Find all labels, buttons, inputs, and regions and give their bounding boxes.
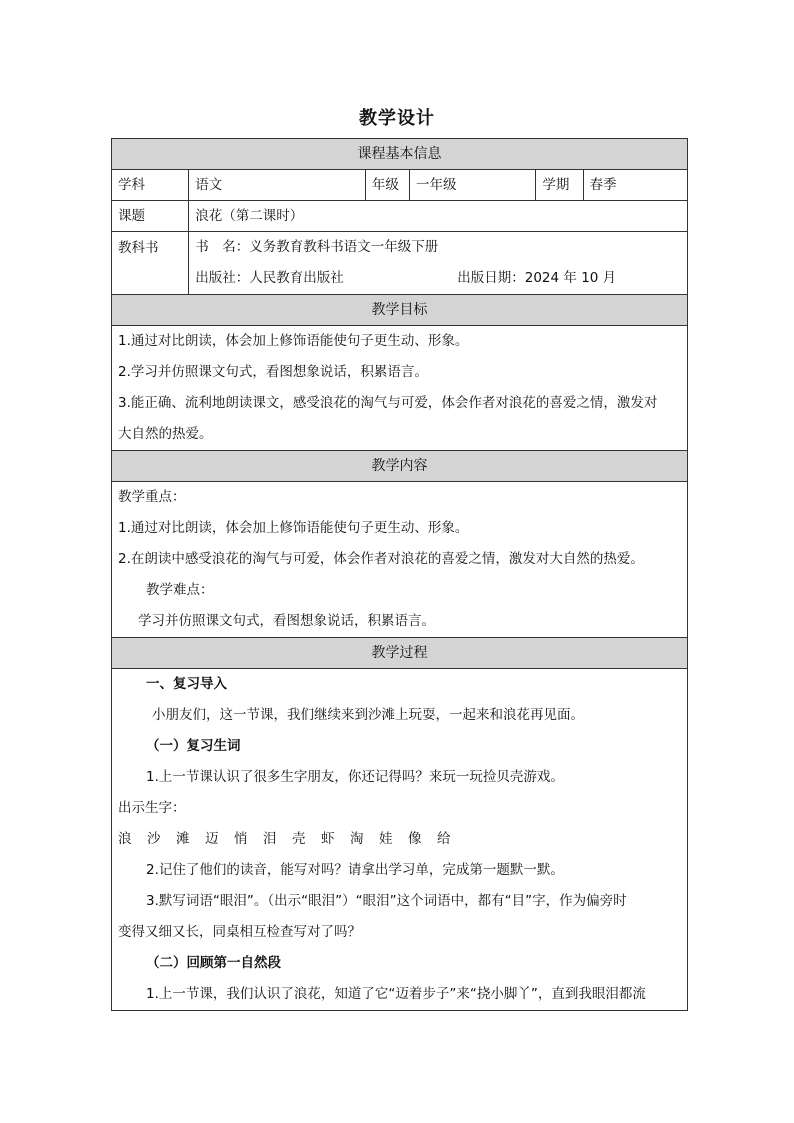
char-item: 虾 <box>321 831 335 848</box>
publisher-row <box>195 263 681 294</box>
grade-label: 年级 <box>365 170 409 201</box>
heading-review: 一、复习导入 <box>146 676 227 693</box>
section-basic-info: 课程基本信息 <box>112 139 688 170</box>
char-item: 沙 <box>147 831 161 848</box>
char-item: 像 <box>408 831 422 848</box>
process-paragraph: 1.上一节课认识了很多生字朋友，你还记得吗？来玩一玩捡贝壳游戏。 <box>146 769 564 786</box>
char-item: 壳 <box>292 831 306 848</box>
book-name: 书 名：义务教育教科书语文一年级下册 <box>195 239 439 256</box>
publisher: 出版社：人民教育出版社 <box>195 270 344 287</box>
key-point-item: 2.在朗读中感受浪花的淘气与可爱，体会作者对浪花的喜爱之情，激发对大自然的热爱。 <box>118 551 644 568</box>
term-value: 春季 <box>583 170 687 201</box>
lesson-plan-table <box>111 138 688 1011</box>
process-paragraph: 2.记住了他们的读音，能写对吗？请拿出学习单，完成第一题默一默。 <box>146 862 564 879</box>
grade-value: 一年级 <box>409 170 535 201</box>
term-label: 学期 <box>536 170 583 201</box>
key-point-item: 1.通过对比朗读，体会加上修饰语能使句子更生动、形象。 <box>118 520 469 537</box>
process-paragraph: 1.上一节课，我们认识了浪花，知道了它“迈着步子”来“挠小脚丫”，直到我眼泪都流 <box>146 986 646 1003</box>
char-item: 泪 <box>263 831 277 848</box>
content-body <box>112 482 688 638</box>
document-title: 教学设计 <box>359 108 435 129</box>
char-item: 淘 <box>350 831 364 848</box>
process-paragraph-continued: 变得又细又长，同桌相互检查写对了吗？ <box>118 924 361 941</box>
process-paragraph: 3.默写词语“眼泪”。（出示“眼泪”）“眼泪”这个词语中，都有“目”字，作为偏旁时 <box>146 893 627 910</box>
char-item: 滩 <box>176 831 190 848</box>
topic-value: 浪花（第二课时） <box>189 201 688 232</box>
char-item: 浪 <box>118 831 132 848</box>
section-content: 教学内容 <box>112 451 688 482</box>
section-process: 教学过程 <box>112 638 688 669</box>
objective-item: 1.通过对比朗读，体会加上修饰语能使句子更生动、形象。 <box>118 333 469 350</box>
subheading-vocab: （一）复习生词 <box>146 738 241 755</box>
char-item: 迈 <box>205 831 219 848</box>
textbook-info <box>189 232 688 295</box>
objectives-body <box>112 326 688 451</box>
textbook-label: 教科书 <box>112 232 189 295</box>
process-body <box>112 669 688 1011</box>
subject-label: 学科 <box>112 170 189 201</box>
topic-label: 课题 <box>112 201 189 232</box>
character-list <box>118 824 681 855</box>
publish-date: 出版日期：2024 年 10 月 <box>457 270 617 287</box>
char-item: 娃 <box>379 831 393 848</box>
objective-item-continued: 大自然的热爱。 <box>118 426 213 443</box>
difficulty-text: 学习并仿照课文句式，看图想象说话，积累语言。 <box>138 613 435 630</box>
intro-paragraph: 小朋友们，这一节课，我们继续来到沙滩上玩耍，一起来和浪花再见面。 <box>152 707 584 724</box>
objective-item: 2.学习并仿照课文句式，看图想象说话，积累语言。 <box>118 364 428 381</box>
char-item: 给 <box>437 831 451 848</box>
char-item: 悄 <box>234 831 248 848</box>
section-objectives: 教学目标 <box>112 295 688 326</box>
subheading-first-paragraph: （二）回顾第一自然段 <box>146 955 281 972</box>
show-chars-label: 出示生字： <box>118 800 186 817</box>
difficulty-label: 教学难点： <box>146 582 214 599</box>
subject-value: 语文 <box>189 170 366 201</box>
objective-item: 3.能正确、流利地朗读课文，感受浪花的淘气与可爱，体会作者对浪花的喜爱之情，激发对 <box>118 395 658 412</box>
key-points-label: 教学重点： <box>118 489 186 506</box>
